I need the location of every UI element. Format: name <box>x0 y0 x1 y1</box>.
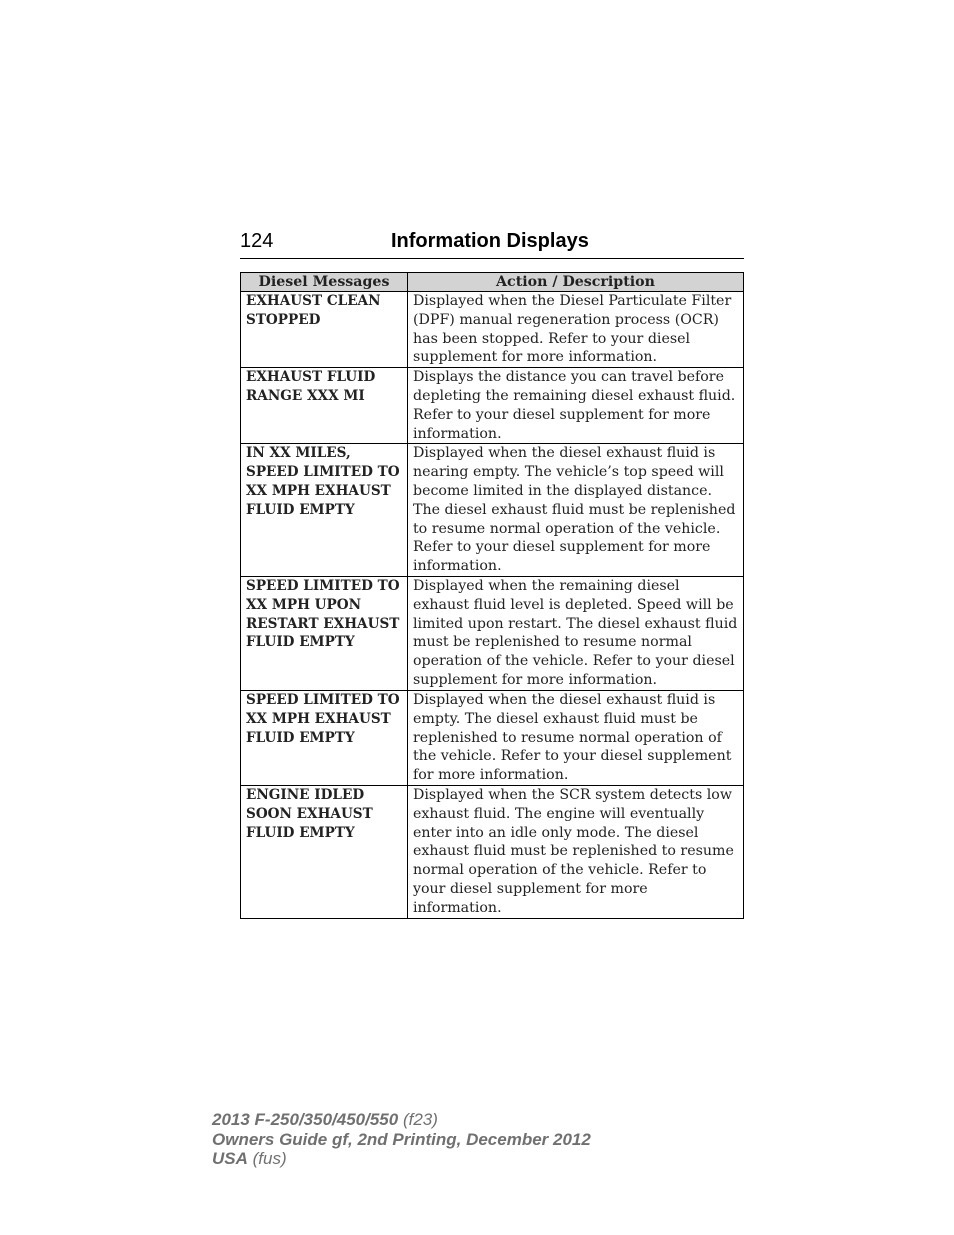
footer-line-model <box>212 1110 591 1130</box>
page-number: 124 <box>240 230 274 252</box>
description-cell: Displayed when the remaining diesel exhaust fluid level is depleted. Speed will be limited upon restart. The diesel exhaust fluid must be replenished to resume normal operation of the vehicle. Refer to your diesel supplement for more information. <box>407 576 743 690</box>
table-row <box>241 576 744 690</box>
table-header-row <box>241 273 744 292</box>
table-row <box>241 368 744 444</box>
column-header-messages: Diesel Messages <box>241 273 408 292</box>
footer-guide: Owners Guide gf, 2nd Printing, December 2012 <box>212 1129 591 1149</box>
message-cell: SPEED LIMITED TO XX MPH EXHAUST FLUID EMPTY <box>241 690 408 785</box>
description-cell: Displays the distance you can travel before depleting the remaining diesel exhaust fluid. Refer to your diesel supplement for more information. <box>407 368 743 444</box>
page-header <box>240 228 744 259</box>
message-cell: SPEED LIMITED TO XX MPH UPON RESTART EXHAUST FLUID EMPTY <box>241 576 408 690</box>
footer-model: 2013 F-250/350/450/550 <box>212 1110 399 1129</box>
footer-market-code: (fus) <box>252 1149 287 1168</box>
page-footer <box>212 1110 591 1169</box>
message-cell: EXHAUST FLUID RANGE XXX MI <box>241 368 408 444</box>
table-row <box>241 785 744 918</box>
footer-line-market <box>212 1149 591 1169</box>
message-cell: ENGINE IDLED SOON EXHAUST FLUID EMPTY <box>241 785 408 918</box>
description-cell: Displayed when the SCR system detects low exhaust fluid. The engine will eventually enter into an idle only mode. The diesel exhaust fluid must be replenished to resume normal operation of the vehicle. Refer to your diesel supplement for more information. <box>407 785 743 918</box>
section-title: Information Displays <box>391 230 589 252</box>
footer-line-guide <box>212 1130 591 1150</box>
message-cell: EXHAUST CLEAN STOPPED <box>241 292 408 368</box>
description-cell: Displayed when the diesel exhaust fluid is empty. The diesel exhaust fluid must be replenished to resume normal operation of the vehicle. Refer to your diesel supplement for more information. <box>407 690 743 785</box>
table-row <box>241 690 744 785</box>
column-header-description: Action / Description <box>407 273 743 292</box>
footer-model-code: (f23) <box>402 1110 438 1129</box>
diesel-messages-table <box>240 272 744 919</box>
table-row <box>241 292 744 368</box>
message-cell: IN XX MILES, SPEED LIMITED TO XX MPH EXHAUST FLUID EMPTY <box>241 444 408 577</box>
table-row <box>241 444 744 577</box>
footer-market: USA <box>212 1149 248 1168</box>
description-cell: Displayed when the Diesel Particulate Filter (DPF) manual regeneration process (OCR) has been stopped. Refer to your diesel supplement for more information. <box>407 292 743 368</box>
description-cell: Displayed when the diesel exhaust fluid is nearing empty. The vehicle’s top speed will become limited in the displayed distance. The diesel exhaust fluid must be replenished to resume normal operation of the vehicle. Refer to your diesel supplement for more information. <box>407 444 743 577</box>
